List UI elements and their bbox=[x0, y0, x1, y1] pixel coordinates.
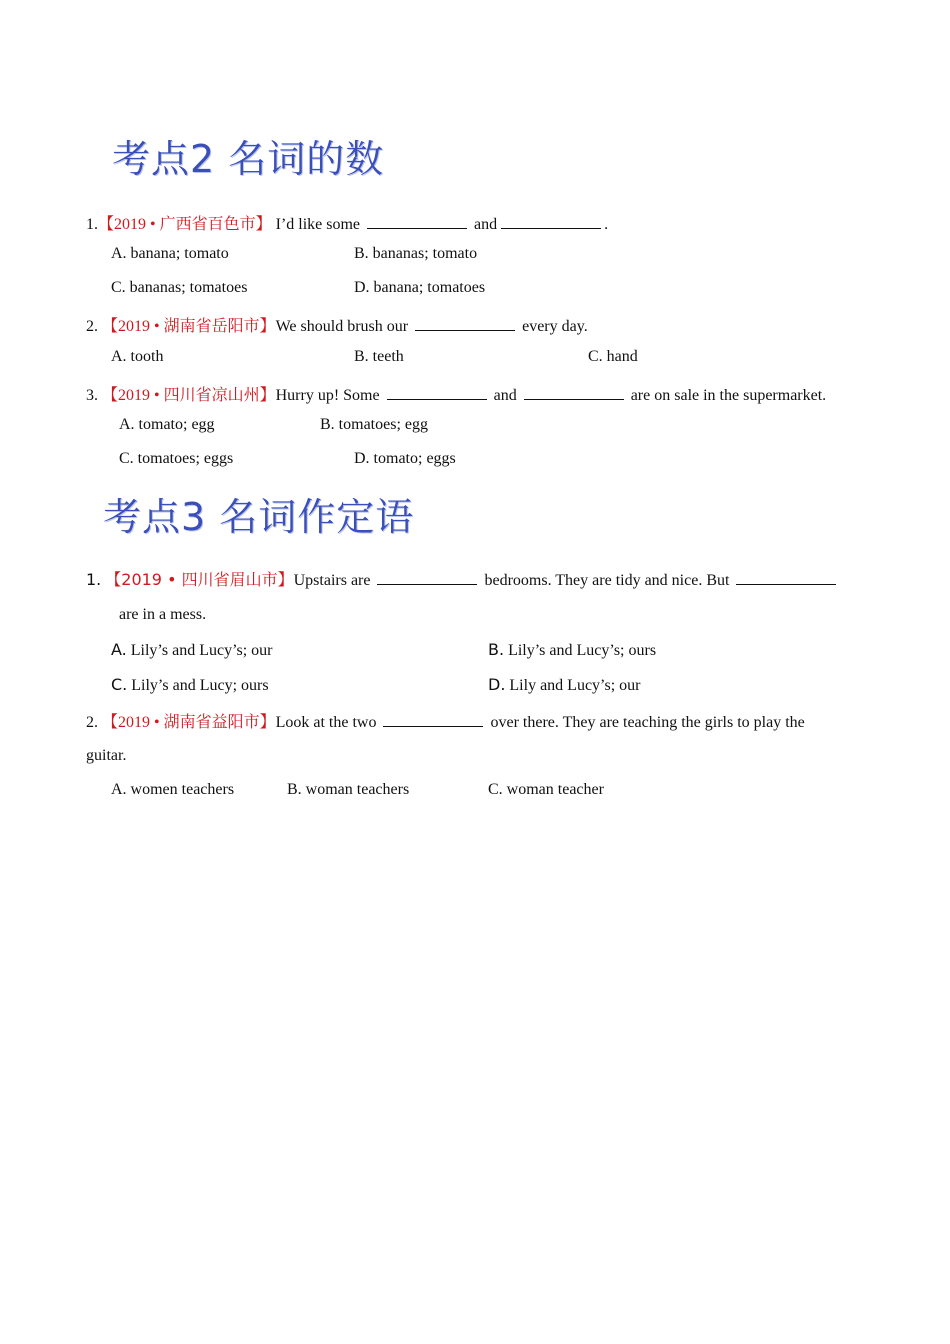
option-text: Lily’s and Lucy’s; ours bbox=[508, 642, 657, 659]
question-number: 1. bbox=[86, 570, 102, 589]
answer-blank[interactable] bbox=[524, 385, 624, 400]
question-text: . bbox=[604, 216, 609, 233]
option-c[interactable] bbox=[111, 675, 269, 695]
option-b[interactable] bbox=[488, 640, 656, 660]
option-letter: D. bbox=[488, 675, 506, 694]
option-a[interactable]: A. tomato; egg bbox=[119, 416, 215, 433]
option-letter: A. bbox=[111, 640, 127, 659]
question-text: bedrooms. They are tidy and nice. But bbox=[484, 572, 730, 589]
question-2-1 bbox=[86, 211, 608, 234]
answer-blank[interactable] bbox=[501, 214, 601, 229]
question-number: 2. bbox=[86, 714, 98, 731]
question-text: Hurry up! Some bbox=[275, 387, 380, 404]
question-source: 【2019 • 广西省百色市】 bbox=[98, 216, 272, 233]
question-text: We should brush our bbox=[275, 318, 409, 335]
question-3-1 bbox=[86, 567, 839, 590]
question-source: 【2019 • 湖南省益阳市】 bbox=[102, 714, 276, 731]
answer-blank[interactable] bbox=[387, 385, 487, 400]
question-text: every day. bbox=[522, 318, 588, 335]
answer-blank[interactable] bbox=[383, 712, 483, 727]
question-number: 1. bbox=[86, 216, 98, 233]
option-c[interactable]: C. hand bbox=[588, 348, 638, 365]
option-a[interactable]: A. women teachers bbox=[111, 781, 235, 798]
answer-blank[interactable] bbox=[367, 214, 467, 229]
option-b[interactable]: B. woman teachers bbox=[287, 781, 410, 798]
question-3-2 bbox=[86, 709, 805, 732]
option-text: Lily and Lucy’s; our bbox=[509, 677, 641, 694]
question-3-1-line2: are in a mess. bbox=[119, 606, 207, 623]
section-2-heading: 考点2 名词的数 bbox=[112, 137, 385, 181]
question-source: 【2019 • 四川省眉山市】 bbox=[105, 570, 294, 589]
option-a[interactable]: A. banana; tomato bbox=[111, 245, 229, 262]
option-b[interactable]: B. teeth bbox=[354, 348, 404, 365]
question-text: Look at the two bbox=[275, 714, 377, 731]
option-b[interactable]: B. tomatoes; egg bbox=[320, 416, 428, 433]
answer-blank[interactable] bbox=[415, 316, 515, 331]
answer-blank[interactable] bbox=[377, 570, 477, 585]
option-a[interactable] bbox=[111, 640, 273, 660]
option-letter: B. bbox=[488, 640, 505, 659]
question-source: 【2019 • 四川省凉山州】 bbox=[102, 387, 276, 404]
option-a[interactable]: A. tooth bbox=[111, 348, 164, 365]
question-number: 2. bbox=[86, 318, 98, 335]
answer-blank[interactable] bbox=[736, 570, 836, 585]
question-text: I’d like some bbox=[275, 216, 361, 233]
question-text: are on sale in the supermarket. bbox=[630, 387, 827, 404]
question-2-3 bbox=[86, 382, 826, 405]
option-d[interactable]: D. banana; tomatoes bbox=[354, 279, 486, 296]
question-text: and bbox=[474, 216, 498, 233]
question-text: Upstairs are bbox=[293, 572, 371, 589]
option-d[interactable]: D. tomato; eggs bbox=[354, 450, 456, 467]
question-2-2 bbox=[86, 313, 588, 336]
question-3-2-line2: guitar. bbox=[86, 747, 127, 764]
option-d[interactable] bbox=[488, 675, 641, 695]
question-source: 【2019 • 湖南省岳阳市】 bbox=[102, 318, 276, 335]
option-c[interactable]: C. woman teacher bbox=[488, 781, 604, 798]
option-letter: C. bbox=[111, 675, 128, 694]
question-text: over there. They are teaching the girls to play the bbox=[490, 714, 805, 731]
option-b[interactable]: B. bananas; tomato bbox=[354, 245, 478, 262]
question-number: 3. bbox=[86, 387, 98, 404]
option-c[interactable]: C. tomatoes; eggs bbox=[119, 450, 234, 467]
section-3-heading: 考点3 名词作定语 bbox=[103, 495, 415, 539]
option-c[interactable]: C. bananas; tomatoes bbox=[111, 279, 248, 296]
option-text: Lily’s and Lucy’s; our bbox=[130, 642, 273, 659]
question-text: and bbox=[493, 387, 517, 404]
option-text: Lily’s and Lucy; ours bbox=[131, 677, 269, 694]
